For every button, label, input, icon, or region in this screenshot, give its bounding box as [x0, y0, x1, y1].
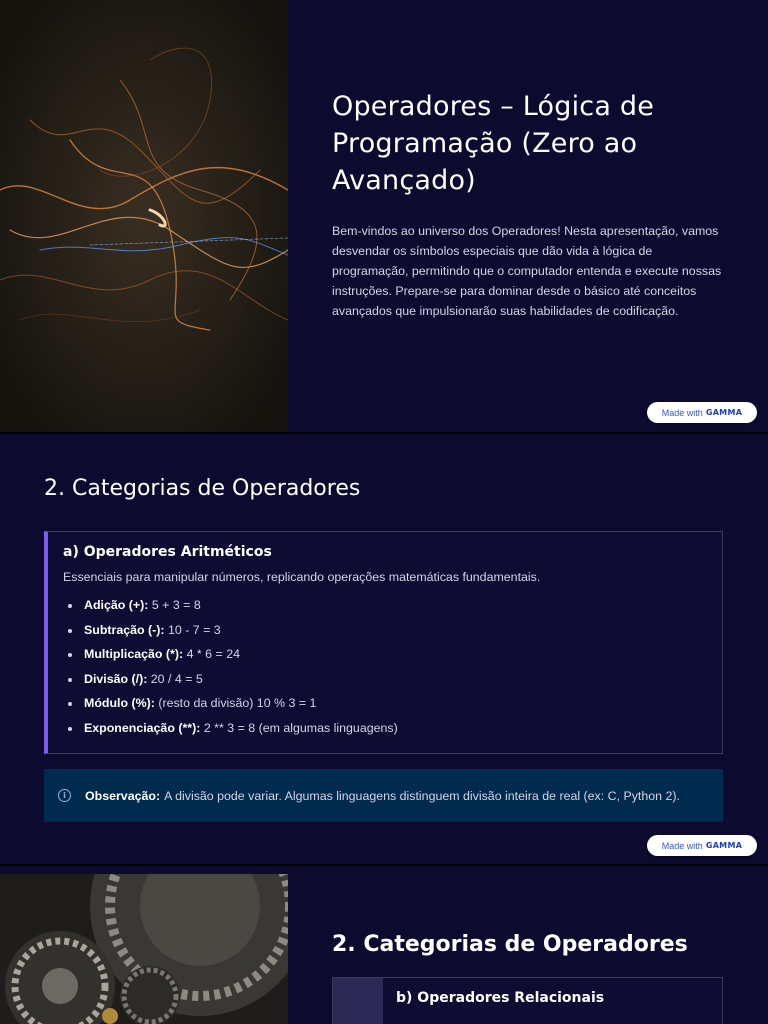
made-with-gamma-badge[interactable] [647, 402, 757, 423]
note-text: A divisão pode variar. Algumas linguagens distinguem divisão inteira de real (ex: C, Python 2). [164, 788, 680, 803]
list-item [68, 618, 706, 643]
light-trails-image [0, 0, 288, 432]
card-title: b) Operadores Relacionais [396, 990, 605, 1006]
operator-example: (resto da divisão) 10 % 3 = 1 [154, 696, 317, 710]
operator-example: 4 * 6 = 24 [183, 647, 240, 661]
list-item [68, 691, 706, 716]
list-item [68, 642, 706, 667]
presentation-title: Operadores – Lógica de Programação (Zero ao Avançado) [332, 91, 655, 196]
operator-example: 20 / 4 = 5 [147, 671, 203, 686]
gamma-logo: GAMMA [705, 841, 743, 850]
gamma-logo: GAMMA [705, 408, 743, 417]
slide-intro [0, 0, 768, 432]
operator-label: Exponenciação (**): [84, 720, 201, 735]
operator-label: Multiplicação (*): [84, 647, 184, 661]
operator-label: Módulo (%): [84, 696, 155, 710]
operator-example: 10 - 7 = 3 [164, 622, 221, 637]
operator-example: 2 ** 3 = 8 (em algumas linguagens) [200, 720, 398, 735]
operator-label: Adição (+): [84, 598, 149, 612]
list-item [68, 667, 706, 692]
arithmetic-operators-card [44, 531, 723, 754]
made-with-gamma-badge[interactable] [647, 835, 757, 856]
operator-example: 5 + 3 = 8 [148, 598, 201, 612]
operator-label: Divisão (/): [84, 671, 148, 686]
list-item [68, 716, 706, 741]
section-title: 2. Categorias de Operadores [332, 932, 688, 957]
gears-image [0, 866, 288, 1024]
slide-relational-operators [0, 866, 768, 1024]
info-icon: i [58, 789, 71, 802]
card-side-panel [333, 978, 383, 1024]
intro-paragraph: Bem-vindos ao universo dos Operadores! Nesta apresentação, vamos desvendar os símbolos especiais que dão vida à lógica de programação, permitindo que o computador entenda e execute nossas instruções. Prepare-se para dominar desde o básico até conceitos avançados que impulsionarão suas habilidades de codificação. [332, 224, 722, 318]
card-description: Essenciais para manipular números, replicando operações matemáticas fundamentais. [63, 570, 541, 584]
section-title: 2. Categorias de Operadores [44, 476, 361, 501]
operator-label: Subtração (-): [84, 622, 165, 637]
relational-operators-card [332, 977, 723, 1024]
badge-prefix: Made with [661, 407, 703, 418]
badge-prefix: Made with [661, 840, 703, 851]
observation-note [44, 769, 723, 822]
operator-list [63, 593, 706, 740]
slide-arithmetic-operators [0, 434, 768, 864]
note-label: Observação: [85, 788, 161, 803]
card-title: a) Operadores Aritméticos [63, 544, 272, 560]
list-item [68, 593, 706, 618]
